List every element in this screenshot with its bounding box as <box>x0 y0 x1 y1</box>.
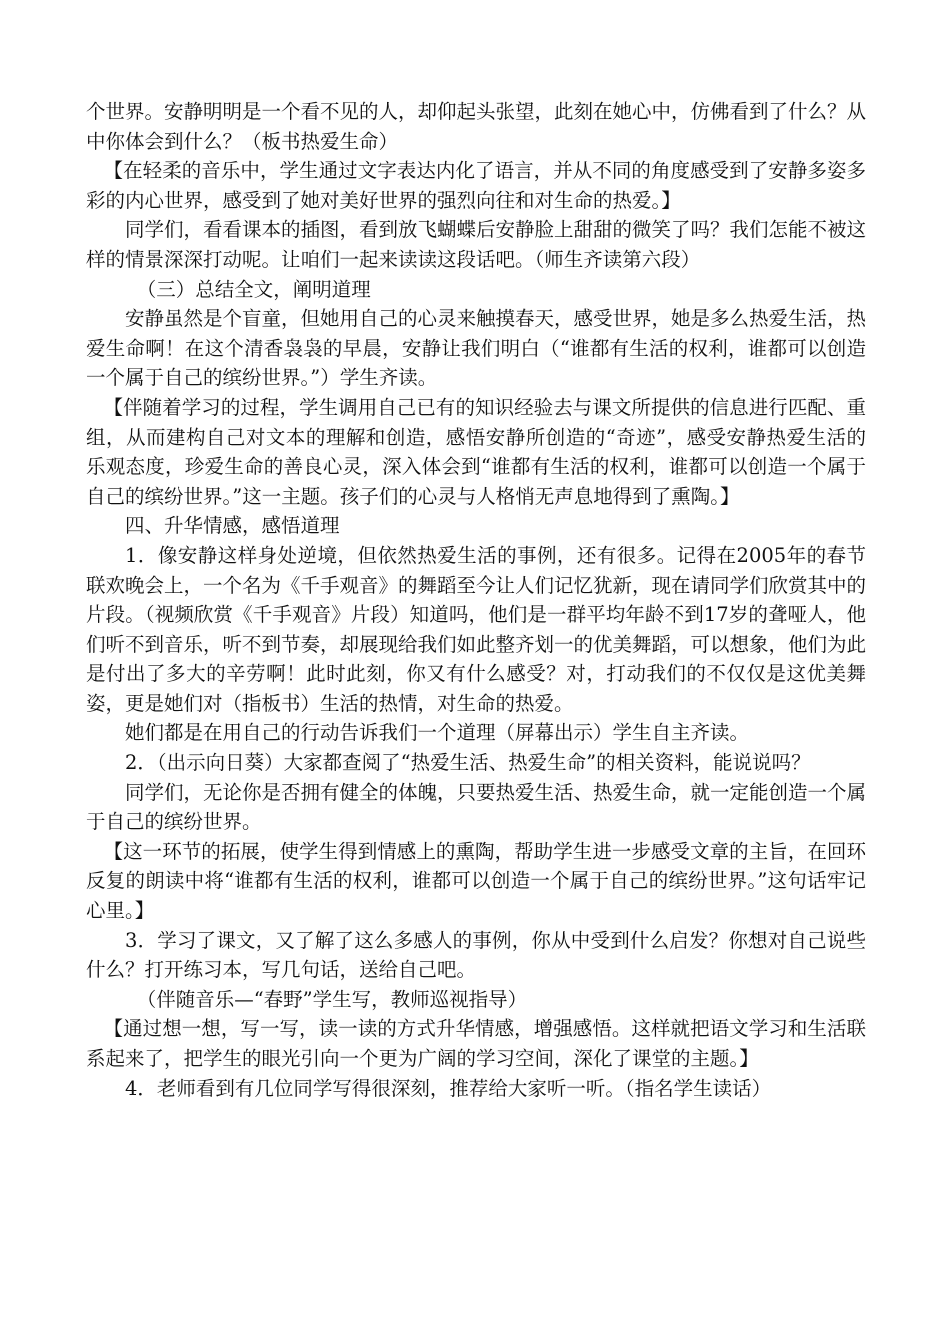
paragraph-14-stage-direction: （伴随音乐—“春野”学生写，教师巡视指导） <box>136 987 528 1011</box>
paragraph-1: 个世界。安静明明是一个看不见的人，却仰起头张望，此刻在她心中，仿佛看到了什么？从中你体会到什么？（板书热爱生命） <box>86 100 867 153</box>
paragraph-15-commentary: 【通过想一想，写一写，读一读的方式升华情感，增强感悟。这样就把语文学习和生活联系起来了，把学生的眼光引向一个更为广阔的学习空间，深化了课堂的主题。】 <box>86 1017 866 1070</box>
paragraph-2-commentary: 【在轻柔的音乐中，学生通过文字表达内化了语言，并从不同的角度感受到了安静多姿多彩的内心世界，感受到了她对美好世界的强烈向往和对生命的热爱。】 <box>86 159 866 212</box>
section-heading-3: （三）总结全文，阐明道理 <box>136 277 371 301</box>
paragraph-10-item-2: 2．（出示向日葵）大家都查阅了“热爱生活、热爱生命”的相关资料，能说说吗？ <box>125 751 811 775</box>
paragraph-16-item-4: 4．老师看到有几位同学写得很深刻，推荐给大家听一听。（指名学生读话） <box>125 1076 772 1100</box>
paragraph-3: 同学们，看看课本的插图，看到放飞蝴蝶后安静脸上甜甜的微笑了吗？我们怎能不被这样的情景深深打动呢。让咱们一起来读读这段话吧。（师生齐读第六段） <box>86 218 867 271</box>
paragraph-13-item-3: 3．学习了课文，又了解了这么多感人的事例，你从中受到什么启发？你想对自己说些什么？打开练习本，写几句话，送给自己吧。 <box>86 928 866 982</box>
paragraph-5: 安静虽然是个盲童，但她用自己的心灵来触摸春天，感受世界，她是多么热爱生活，热爱生命啊！在这个清香袅袅的早晨，安静让我们明白（“谁都有生活的权利，谁都可以创造一个属于自己的缤纷世界。”）学生齐读。 <box>86 307 867 390</box>
paragraph-11: 同学们，无论你是否拥有健全的体魄，只要热爱生活、热爱生命，就一定能创造一个属于自己的缤纷世界。 <box>86 780 867 834</box>
paragraph-8-item-1: 1．像安静这样身处逆境，但依然热爱生活的事例，还有很多。记得在2005年的春节联欢晚会上，一个名为《千手观音》的舞蹈至今让人们记忆犹新，现在请同学们欣赏其中的片段。（视频欣赏《千手观音》片段）知道吗，他们是一群平均年龄不到17岁的聋哑人，他们听不到音乐，听不到节奏，却展现给我们如此整齐划一的优美舞蹈，可以想象，他们为此是付出了多大的辛劳啊！此时此刻，你又有什么感受？对，打动我们的不仅仅是这优美舞姿，更是她们对（指板书）生活的热情，对生命的热爱。 <box>86 543 867 715</box>
paragraph-9: 她们都是在用自己的行动告诉我们一个道理（屏幕出示）学生自主齐读。 <box>125 721 750 745</box>
document-page <box>86 97 866 1103</box>
paragraph-12-commentary: 【这一环节的拓展，使学生得到情感上的熏陶，帮助学生进一步感受文章的主旨，在回环反复的朗读中将“谁都有生活的权利，谁都可以创造一个属于自己的缤纷世界。”这句话牢记心里。】 <box>86 839 866 923</box>
section-heading-4: 四、升华情感，感悟道理 <box>125 514 340 538</box>
paragraph-6-commentary: 【伴随着学习的过程，学生调用自己已有的知识经验去与课文所提供的信息进行匹配、重组，从而建构自己对文本的理解和创造，感悟安静所创造的“奇迹”，感受安静热爱生活的乐观态度，珍爱生命的善良心灵，深入体会到“谁都有生活的权利，谁都可以创造一个属于自己的缤纷世界。”这一主题。孩子们的心灵与人格悄无声息地得到了熏陶。】 <box>86 395 866 508</box>
